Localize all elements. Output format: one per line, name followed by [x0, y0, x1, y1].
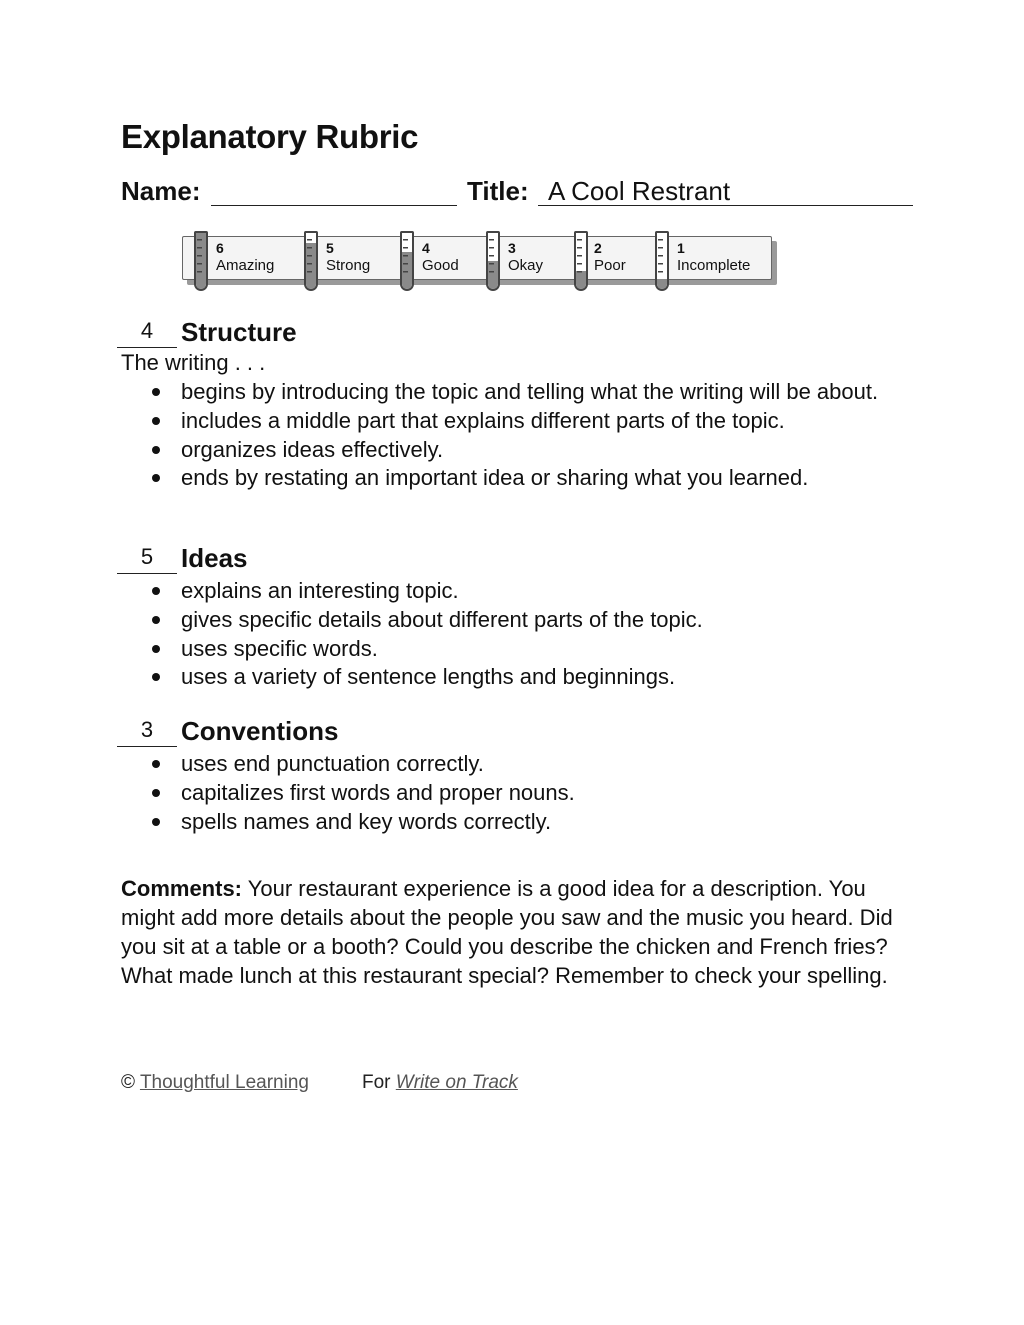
page-title: Explanatory Rubric — [121, 118, 419, 155]
list-item: uses end punctuation correctly. — [181, 750, 881, 777]
name-label: Name: — [121, 176, 201, 206]
rating-level-text: Good — [422, 257, 459, 274]
title-label: Title: — [467, 176, 529, 206]
rating-level-label — [594, 240, 626, 274]
list-item: capitalizes first words and proper nouns. — [181, 779, 881, 806]
rating-level-label — [216, 240, 274, 274]
ideas-score: 5 — [117, 544, 177, 574]
rating-tube-ticks — [658, 239, 663, 279]
list-item: uses a variety of sentence lengths and beginnings. — [181, 663, 881, 690]
rating-level-number: 1 — [677, 240, 685, 256]
comments-label: Comments: — [121, 876, 243, 901]
rating-tube-ticks — [403, 239, 408, 279]
rating-level-text: Incomplete — [677, 257, 751, 274]
copyright-symbol: © — [121, 1072, 135, 1093]
rating-tube-icon — [655, 231, 669, 291]
list-item: includes a middle part that explains different parts of the topic. — [181, 407, 881, 434]
structure-intro: The writing . . . — [121, 350, 266, 375]
rating-level-text: Amazing — [216, 257, 275, 274]
rating-level-text: Strong — [326, 257, 371, 274]
rating-level-number: 3 — [508, 240, 516, 256]
rating-tube-fill — [657, 279, 667, 289]
comments-block — [121, 874, 901, 990]
rating-level-number: 2 — [594, 240, 602, 256]
title-field-line — [538, 205, 913, 206]
footer-book — [362, 1072, 518, 1094]
rating-level-label — [508, 240, 543, 274]
structure-score: 4 — [117, 318, 177, 348]
rating-tube-icon — [486, 231, 500, 291]
footer-credit — [121, 1072, 309, 1094]
rating-level-text: Poor — [594, 257, 626, 274]
rating-level-label — [677, 240, 750, 274]
rating-level-number: 5 — [326, 240, 334, 256]
list-item: begins by introducing the topic and telling what the writing will be about. — [181, 378, 881, 405]
rating-tube-icon — [304, 231, 318, 291]
rating-level-text: Okay — [508, 257, 544, 274]
conventions-criteria-list — [181, 750, 881, 836]
write-on-track-link[interactable]: Write on Track — [395, 1072, 518, 1093]
structure-criteria-list — [181, 378, 881, 493]
list-item: gives specific details about different parts of the topic. — [181, 606, 881, 633]
title-value: A Cool Restrant — [548, 176, 731, 206]
rating-tube-ticks — [577, 239, 582, 279]
ideas-heading: Ideas — [181, 543, 248, 573]
comments-text: Your restaurant experience is a good idea for a description. You might add more details about the people you saw and the music you heard. Did you sit at a table or a booth? Could you describe the chicken and French fries? What made lunch at this restaurant special? Remember to check your spelling. — [121, 876, 893, 988]
name-field[interactable] — [211, 205, 457, 206]
rating-tube-ticks — [489, 239, 494, 279]
rating-level-label — [326, 240, 370, 274]
rating-level-number: 4 — [422, 240, 430, 256]
rating-tube-icon — [574, 231, 588, 291]
list-item: explains an interesting topic. — [181, 577, 881, 604]
structure-heading: Structure — [181, 317, 297, 347]
list-item: organizes ideas effectively. — [181, 436, 881, 463]
rating-tube-ticks — [307, 239, 312, 279]
ideas-criteria-list — [181, 577, 881, 692]
list-item: spells names and key words correctly. — [181, 808, 881, 835]
rating-level-number: 6 — [216, 240, 224, 256]
rating-tube-ticks — [197, 239, 202, 279]
conventions-score: 3 — [117, 717, 177, 747]
list-item: ends by restating an important idea or sharing what you learned. — [181, 464, 881, 491]
for-label: For — [362, 1072, 391, 1093]
rating-tube-icon — [194, 231, 208, 291]
rating-level-label — [422, 240, 459, 274]
rating-tube-icon — [400, 231, 414, 291]
thoughtful-learning-link[interactable]: Thoughtful Learning — [139, 1072, 309, 1093]
list-item: uses specific words. — [181, 635, 881, 662]
conventions-heading: Conventions — [181, 716, 339, 746]
